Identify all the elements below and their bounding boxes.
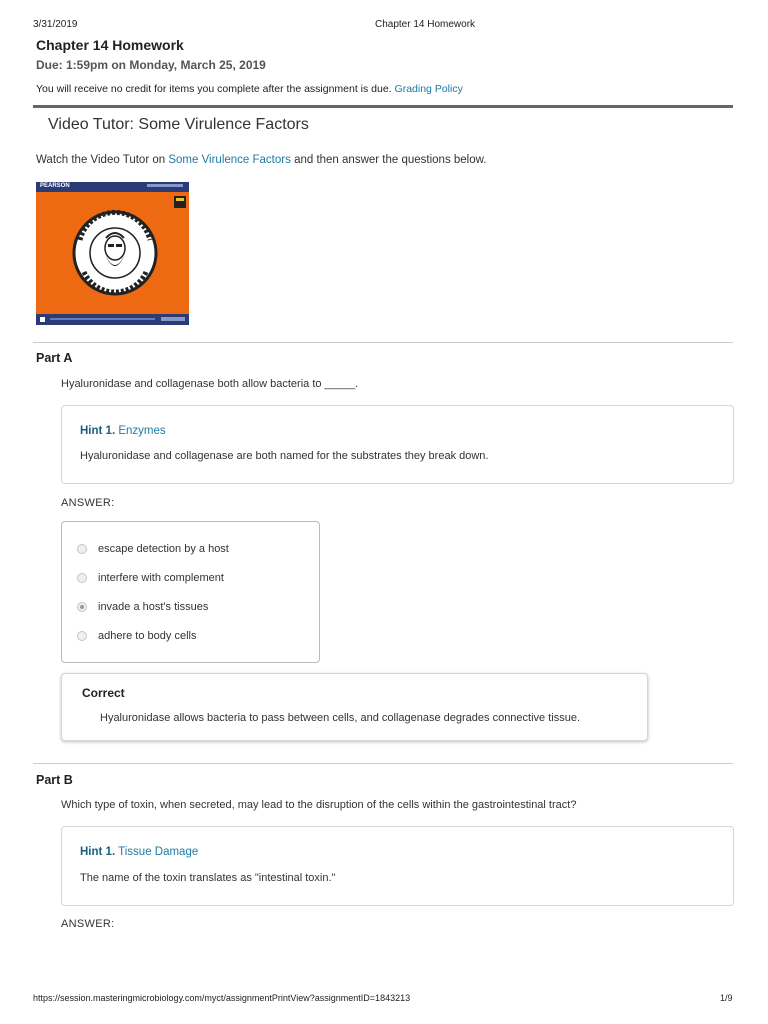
option-label: invade a host's tissues [98,601,209,613]
page-number: 1/9 [720,993,733,1003]
due-date: Due: 1:59pm on Monday, March 25, 2019 [36,58,266,72]
option-label: adhere to body cells [98,630,197,642]
section-title: Video Tutor: Some Virulence Factors [48,116,309,133]
part-a-question: Hyaluronidase and collagenase both allow bacteria to _____. [61,378,359,390]
header-divider [33,105,733,108]
late-notice [36,83,463,95]
play-icon[interactable] [40,317,45,322]
option-item[interactable] [77,628,196,644]
radio-button[interactable] [77,631,87,641]
hint-number: Hint 1. [80,425,116,437]
hint-title[interactable] [80,846,198,858]
grading-policy-link[interactable]: Grading Policy [394,83,463,95]
video-progress-bar[interactable] [50,318,155,320]
hint-text: The name of the toxin translates as "intestinal toxin." [80,872,336,884]
intro-before: Watch the Video Tutor on [36,154,166,166]
part-a-options [61,521,320,663]
video-controls[interactable] [36,314,189,325]
option-item[interactable] [77,570,224,586]
part-b-hint[interactable] [61,826,734,906]
radio-button-selected[interactable] [77,602,87,612]
option-item[interactable] [77,541,229,557]
late-notice-text: You will receive no credit for items you complete after the assignment is due. [36,83,392,95]
hint-text: Hyaluronidase and collagenase are both named for the substrates they break down. [80,450,489,462]
part-b-answer-label: ANSWER: [61,918,115,930]
intro-text [36,154,487,166]
option-label: interfere with complement [98,572,224,584]
radio-button[interactable] [77,573,87,583]
homework-title: Chapter 14 Homework [36,37,184,53]
video-tutor-thumbnail[interactable] [36,182,189,325]
part-a-divider [33,342,733,343]
print-title: Chapter 14 Homework [375,19,476,30]
feedback-text: Hyaluronidase allows bacteria to pass between cells, and collagenase degrades connective tissue. [100,712,581,724]
video-tutor-link[interactable]: Some Virulence Factors [168,154,291,166]
radio-button[interactable] [77,544,87,554]
print-date: 3/31/2019 [33,19,78,30]
pearson-logo: PEARSON [40,183,70,189]
part-a-hint[interactable] [61,405,734,484]
option-item[interactable] [77,599,208,615]
part-b-question: Which type of toxin, when secreted, may lead to the disruption of the cells within the gastrointestinal tract? [61,799,577,811]
part-b-label: Part B [36,773,73,787]
hint-number: Hint 1. [80,846,116,858]
hint-title-text: Enzymes [118,425,166,437]
hint-title-text: Tissue Damage [118,846,199,858]
part-a-answer-label: ANSWER: [61,497,115,509]
option-label: escape detection by a host [98,543,229,555]
part-b-divider [33,763,733,764]
feedback-title: Correct [82,686,125,700]
part-a-feedback [61,673,648,741]
intro-after: and then answer the questions below. [294,154,487,166]
hint-title[interactable] [80,425,166,437]
video-tutor-logo [36,182,189,325]
video-time [161,317,185,321]
footer-url: https://session.masteringmicrobiology.com/myct/assignmentPrintView?assignmentID=1843213 [33,993,411,1003]
part-a-label: Part A [36,351,73,365]
